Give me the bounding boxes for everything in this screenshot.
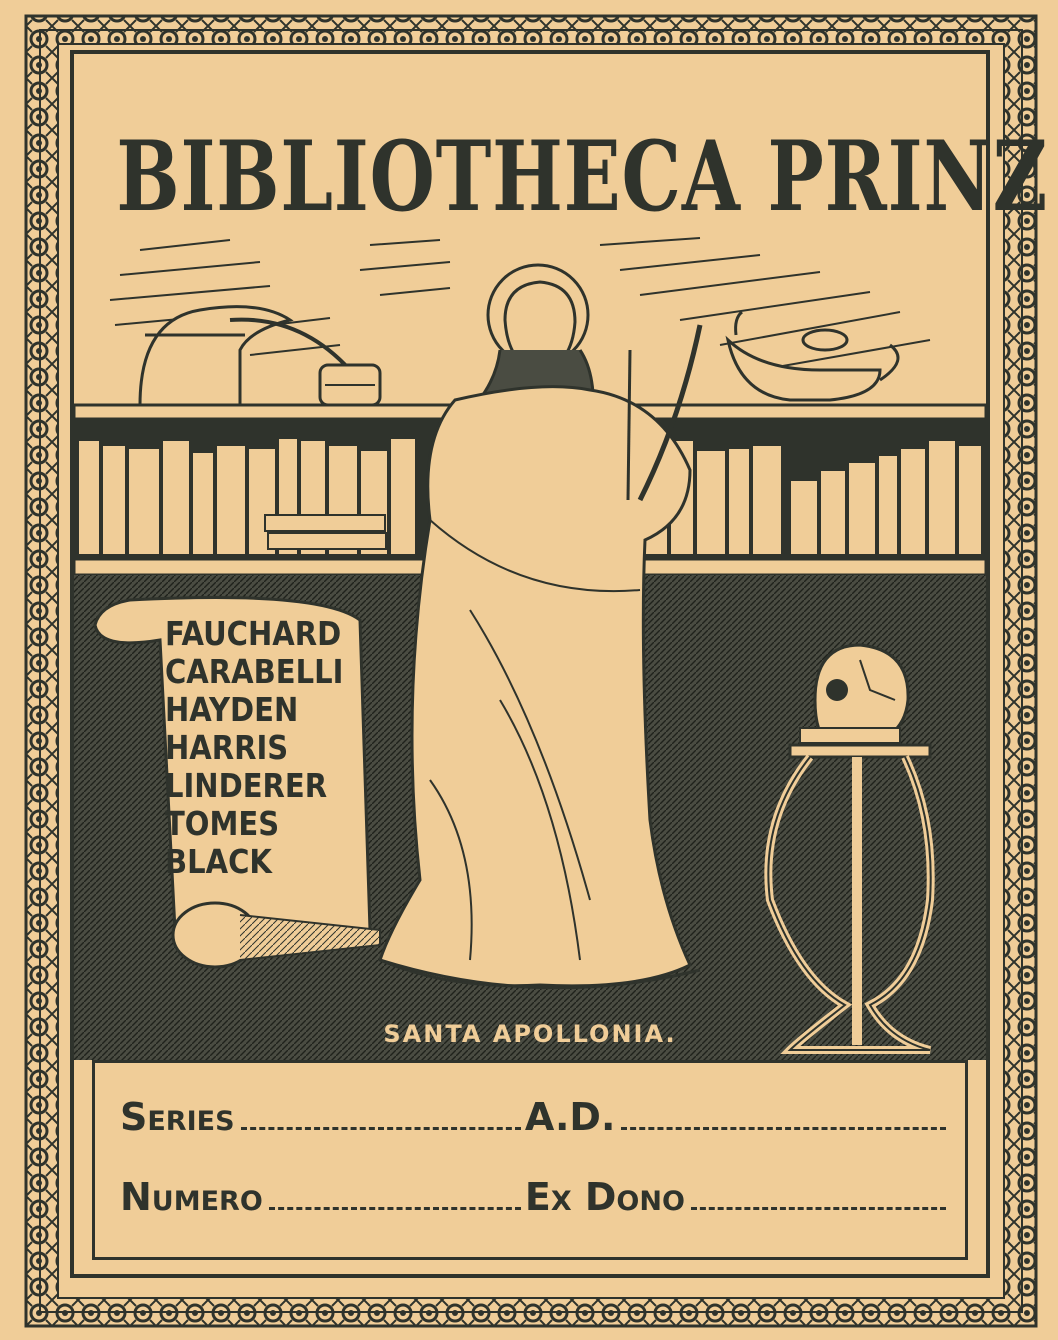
- list-item: LINDERER: [165, 766, 328, 805]
- list-item: HAYDEN: [165, 690, 299, 729]
- list-item: CARABELLI: [165, 652, 344, 691]
- ex-dono-label: Ex Dono: [524, 1175, 685, 1219]
- form-row-numero: [120, 1175, 950, 1219]
- quill-inkwell-icon: [140, 307, 380, 405]
- bookplate-title: BIBLIOTHECA PRINZ: [116, 120, 1049, 233]
- saint-caption: SANTA APOLLONIA.: [383, 1020, 677, 1048]
- series-dotted-line[interactable]: [241, 1127, 521, 1130]
- inscription-form: [92, 1060, 968, 1260]
- scroll-name-list: [165, 615, 375, 881]
- form-row-series: [120, 1095, 950, 1139]
- list-item: HARRIS: [165, 728, 289, 767]
- list-item: FAUCHARD: [165, 614, 342, 653]
- list-item: TOMES: [165, 804, 280, 843]
- numero-dotted-line[interactable]: [269, 1207, 521, 1210]
- ex-dono-dotted-line[interactable]: [691, 1207, 946, 1210]
- list-item: BLACK: [165, 842, 272, 881]
- ad-field[interactable]: [525, 1095, 950, 1139]
- numero-label: Numero: [120, 1175, 263, 1219]
- ad-label: A.D.: [524, 1095, 616, 1139]
- oil-lamp-icon: [728, 312, 898, 400]
- numero-field[interactable]: [120, 1175, 525, 1219]
- series-field[interactable]: [120, 1095, 525, 1139]
- ad-dotted-line[interactable]: [621, 1127, 946, 1130]
- ex-dono-field[interactable]: [525, 1175, 950, 1219]
- series-label: Series: [120, 1095, 235, 1139]
